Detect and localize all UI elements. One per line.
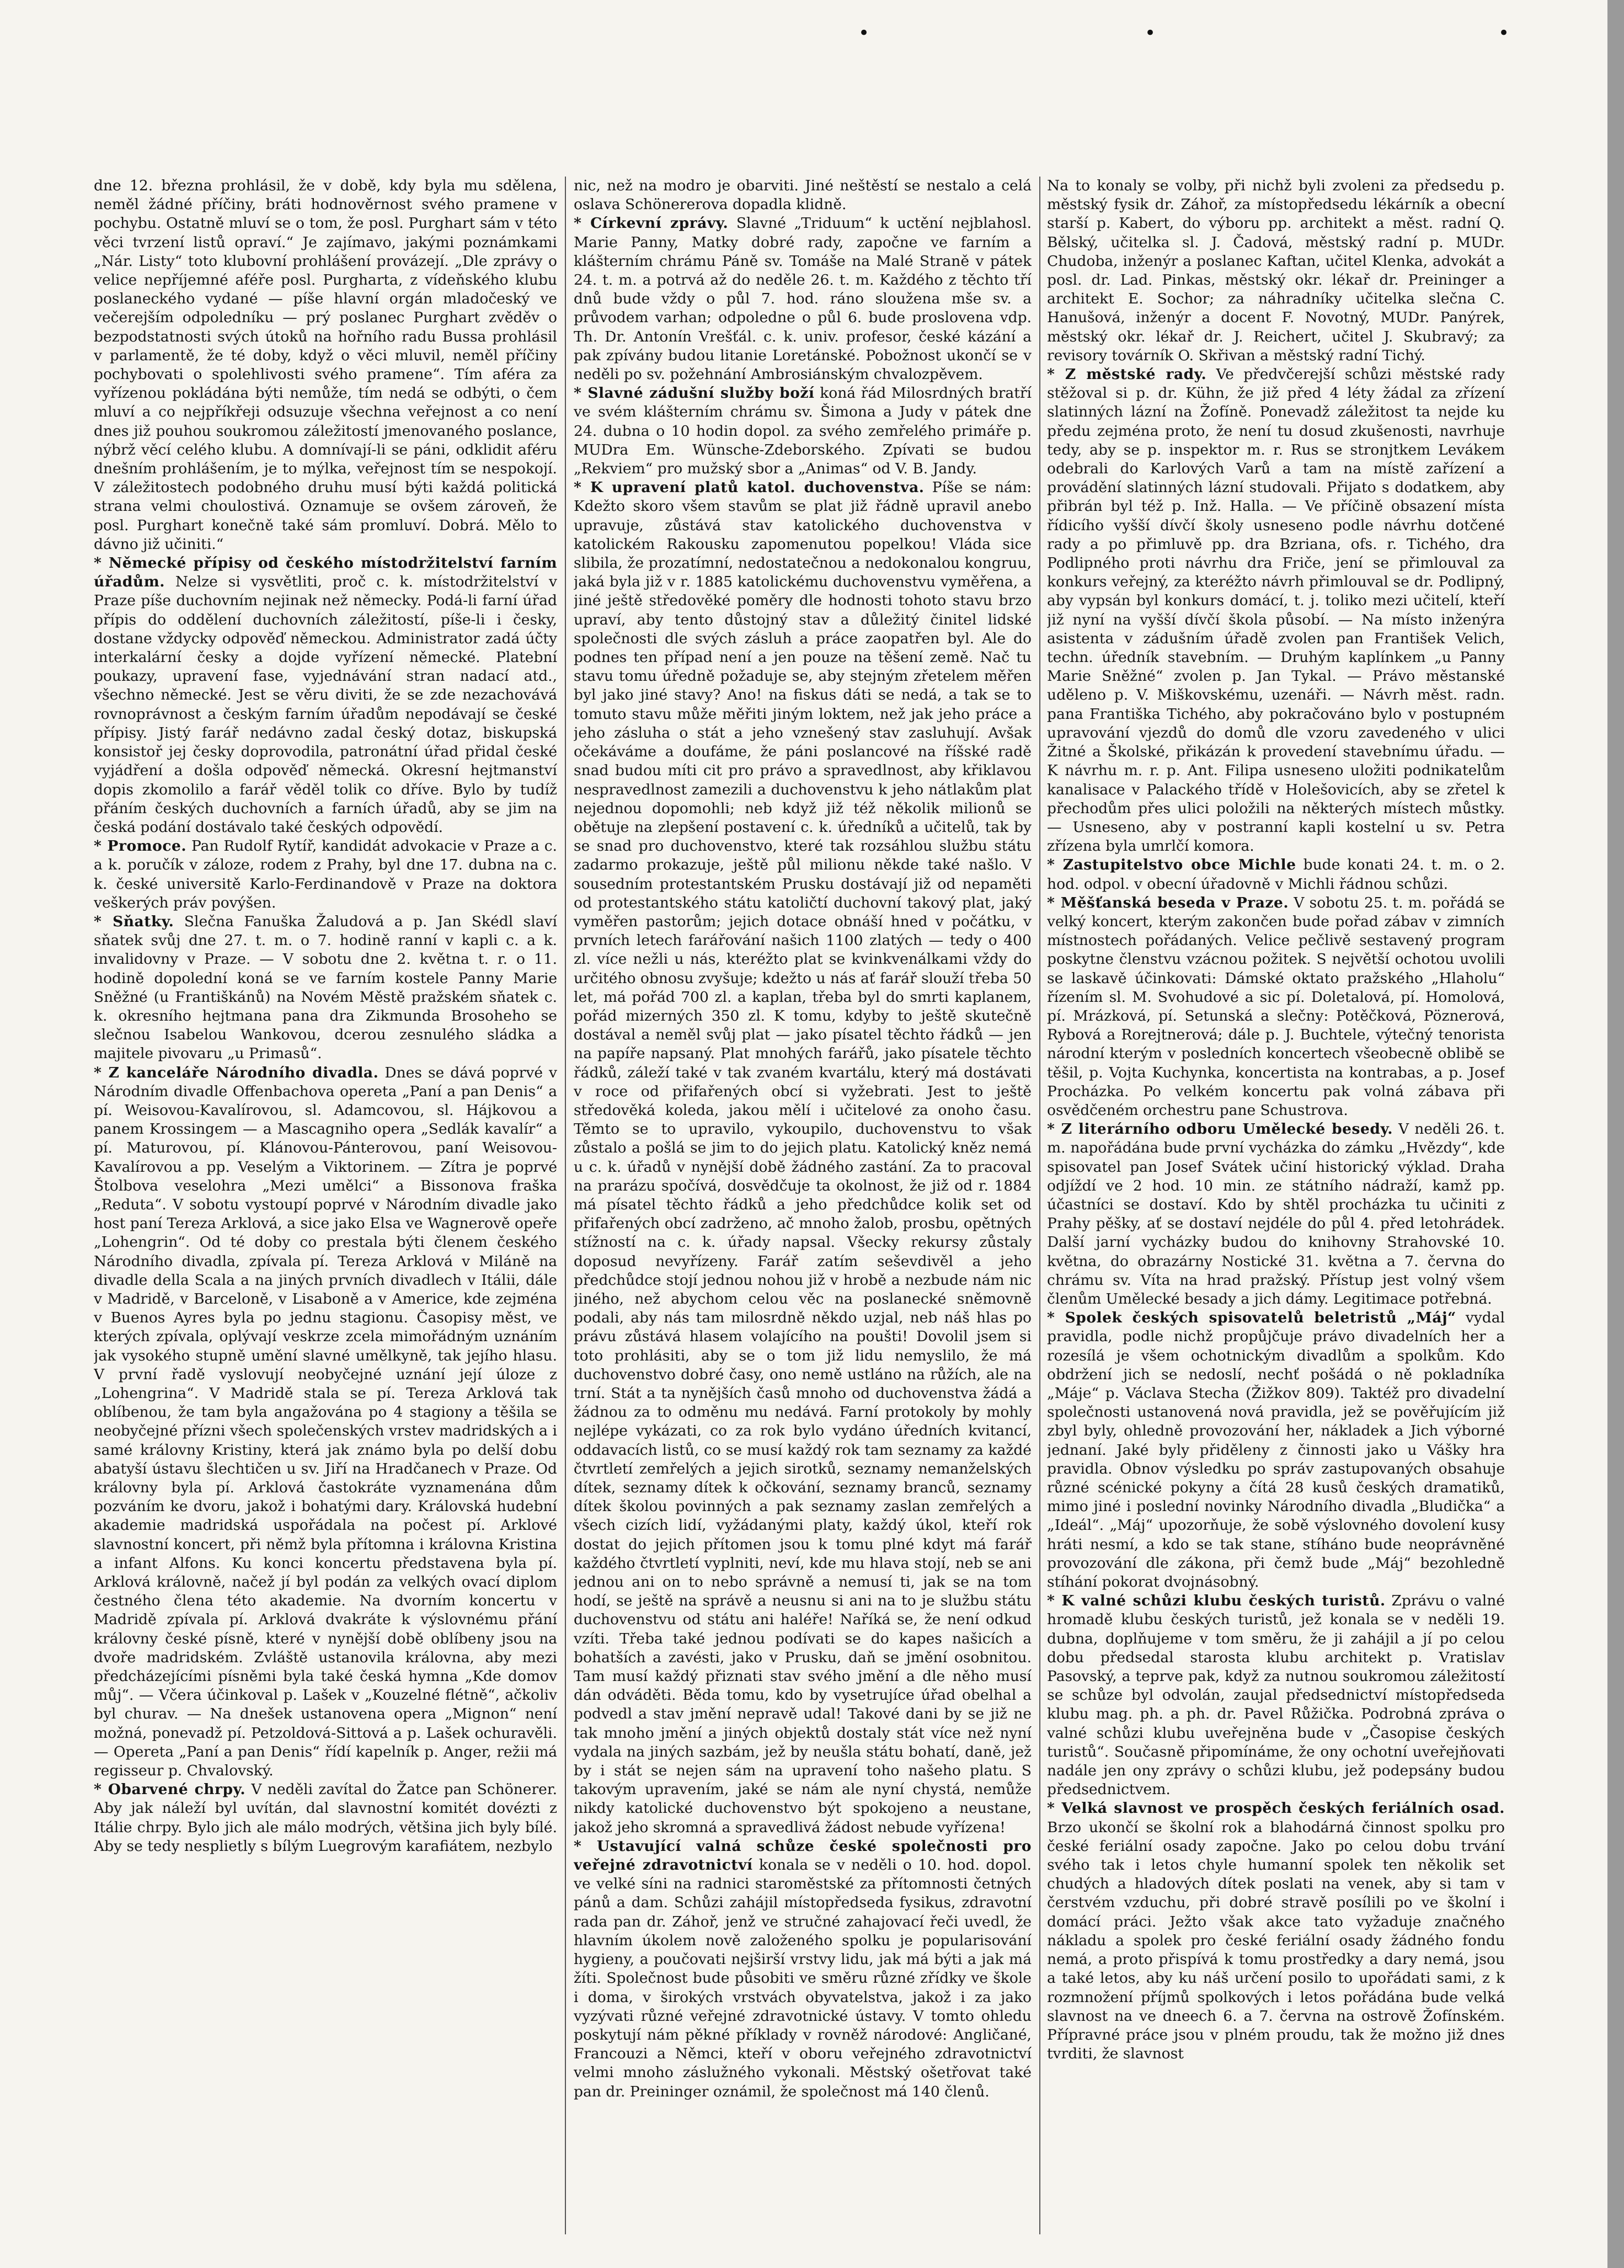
article-heading: * Měšťanská beseda v Praze. <box>1047 894 1289 911</box>
article-paragraph <box>1047 177 1505 365</box>
article-paragraph <box>94 837 557 912</box>
article-heading: * Promoce. <box>94 837 187 855</box>
article-heading: * Z literárního odboru Umělecké besedy. <box>1047 1120 1393 1138</box>
article-text: V neděli 26. t. m. napořádána bude první vycházka do zámku „Hvězdy“, kde spisovatel pan Josef Svátek učiní historický výklad. Draha odjíždí ve 2 hod. 10 min. ze státního nádraží, kamž pp. účastníci se dostaví. Kdo by shtěl procházka tu učiniti z Prahy pěšky, ať se dostaví nejdéle do půl 4. před letohrádek. Další jarní vycházky budou do knihovny Strahovské 10. května, do obrazárny Nostické 31. května a 7. června do chrámu sv. Víta na hrad pražský. Přístup jest volný všem členům Umělecké besady a jich dámy. Legitimace potřebná. <box>1047 1120 1505 1308</box>
article-paragraph <box>94 1064 557 1781</box>
article-text: Na to konaly se volby, při nichž byli zvoleni za předsedu p. městský fysik dr. Záhoř, za místopředsedu lékárník a obecní starší p. Kabert, do výboru pp. architekt a měst. radní Q. Bělský, učitelka sl. J. Čadová, městský radní p. MUDr. Chudoba, inženýr a poslanec Kaftan, učitel Klenka, advokát a posl. dr. Lad. Pinkas, městský okr. lékař dr. Preininger a architekt E. Sochor; za náhradníky učitelka slečna C. Hanušová, inženýr a docent F. Novotný, MUDr. Panýrek, městský okr. lékař dr. J. Reichert, učitel J. Skubravý; za revisory továrník O. Skřivan a městský radní Tichý. <box>1047 177 1505 364</box>
article-text: bude konati 24. t. m. o 2. hod. odpol. v obecní úřadovně v Michli řádnou schůzi. <box>1047 856 1505 893</box>
column-1 <box>94 177 557 2234</box>
article-heading: * Ustavující valná schůze české společnosti pro veřejné zdravotnictví <box>574 1837 1032 1874</box>
article-heading: * Slavné zádušní služby boží <box>574 385 815 402</box>
column-2 <box>574 177 1032 2234</box>
article-text: Pan Rudolf Rytíř, kandidát advokacie v Praze a c. a k. poručík v záloze, rodem z Prahy, byl dne 17. dubna na c. k. české universitě Karlo-Ferdinandově v Praze na doktora veškerých práv povýšen. <box>94 837 557 911</box>
article-text: Ve předvčerejší schůzi městské rady stěžoval si p. dr. Kühn, že již před 4 léty žádal za zřízení slatinných lázní na Žofíně. Ponevadž záležitost ta nejde ku předu zejména proto, že není tu dosud zkušenosti, navrhuje tedy, aby se p. inspektor m. r. Rus se stronjtkem Levákem odebrali do Karlových Varů a tam na místě zařízení a provádění slatinných lázní studovali. Přijato s dodatkem, aby přibrán byl též p. Inž. Halla. — Ve příčině obsazení místa řídicího vyšší dívčí školy usneseno podle návrhu dotčené rady a po přimluvě pp. dra Bzriana, ofs. r. Tichého, dra Podlipného proti návrhu dra Friče, jení se přimlouval za konkurs veřejný, za kteréžto návrh přimlouval se dr. Podlipný, aby vypsán byl konkurs domácí, t. j. toliko mezi učitelí, kteří již nyní na vyšší dívčí škola působí. — Na místo inženýra asistenta v zádušním úřadě zvolen pan František Velich, techn. úředník stavebním. — Druhým kaplínkem „u Panny Marie Sněžné“ zvolen p. Jan Tykal. — Právo městanské uděleno p. V. Miškovskému, uzenáři. — Návrh měst. radn. pana Františka Tichého, aby pokračováno bylo v postupném upravování vjezdů do domů dle vzoru zavedeného v ulici Žitné a Školské, přikázán k provedení stavebnímu úřadu. — K návrhu m. r. p. Ant. Filipa usneseno uložiti podnikatelům kanalisace v Palackého třídě v Holešovicích, aby se zřetel k přechodům přes ulici položili na některých místech můstky. — Usneseno, aby v postranní kapli kostelní u sv. Petra zřízena byla umrlčí komora. <box>1047 366 1505 855</box>
article-paragraph <box>574 177 1032 214</box>
article-text: Slavné „Triduum“ k uctění nejblahosl. Marie Panny, Matky dobré rady, započne ve farním a klášterním chrámu Páně sv. Tomáše na Malé Straně v pátek 24. t. m. a potrvá až do neděle 26. t. m. Každého z těchto tří dnů bude vždy o půl 7. hod. ráno sloužena mše sv. a průvodem varhan; odpoledne o půl 6. bude proslovena vdp. Th. Dr. Antonín Vrešťál. c. k. univ. profesor, české kázání a pak zpívány budou litanie Loretánské. Pobožnost ukončí se v neděli po sv. požehnání Ambrosiánským chvalozpěvem. <box>574 215 1032 383</box>
article-text: V neděli zavítal do Žatce pan Schönerer. Aby jak náleží byl uvítán, dal slavnostní komitét dovézti z Itálie chrpy. Bylo jich ale málo modrých, většina jich byly bílé. Aby se tedy nesplietly s bílým Luegrovým karafiátem, nezbylo <box>94 1781 557 1855</box>
article-heading: * K valné schůzi klubu českých turistů. <box>1047 1592 1386 1610</box>
column-3 <box>1047 177 1505 2234</box>
article-paragraph <box>94 912 557 1064</box>
article-heading: * Sňatky. <box>94 912 174 930</box>
article-paragraph <box>1047 894 1505 1120</box>
article-heading: * Zastupitelstvo obce Michle <box>1047 856 1296 874</box>
article-paragraph <box>1047 856 1505 893</box>
article-paragraph <box>1047 1309 1505 1592</box>
article-text: dne 12. března prohlásil, že v době, kdy byla mu sdělena, neměl žádné příčiny, bráti hodnověrnost svého pramene v pochybu. Ostatně mluví se o tom, že posl. Purghart sám v této věci tvrzení listů opraví.“ Je zajímavo, jakými poznámkami „Nár. Listy“ toto klubovní prohlášení provázejí. „Dle zprávy o velice nepříjemné aféře posl. Purgharta, z vídeňského klubu poslaneckého vydané — píše hlavní orgán mladočeský ve večerejším odpoledníku — prý poslanec Purghart zvěděv o bezpodstatnosti svých útoků na hořního radu Bussa prohlásil v parlamentě, že té doby, když o věci mluvil, neměl příčiny pochybovati o spolehlivosti svého pramene“. Tím aféra za vyřízenou pokládána býti nemůže, tím nedá se odbýti, o čem mluví a co nejpříkřeji odsuzuje všechna veřejnost a co není dnes již pouhou soukromou záležitostí jmenovaného poslance, nýbrž věcí celého klubu. A domnívají-li se páni, odklidit aféru dnešním prohlášením, je to mýlka, veřejnost tím se nespokojí. V záležitostech podobného druhu musí býti každá politická strana velmi choulostivá. Oznamuje se ovšem zároveň, že posl. Purghart konečně také sám promluví. Dobrá. Mělo to dávno již učiniti.“ <box>94 177 557 553</box>
article-text: Zprávu o valné hromadě klubu českých turistů, jež konala se v neděli 19. dubna, doplňujeme v tom směru, že ji zahájil a jí po celou dobu předsedal starosta klubu architekt p. Vratislav Pasovský, a teprve pak, když za nutnou soukromou záležitostí se schůze byl odvolán, zaujal předsednictví místopředseda klubu mag. ph. a ph. dr. Pavel Růžička. Podrobná zpráva o valné schůzi klubu uveřejněna bude v „Časopise českých turistů“. Současně připomínáme, že ony ochotní uveřejňovati nadále jen ony zprávy o schůzi klubu, jež podepsány budou předsednictvem. <box>1047 1592 1505 1799</box>
print-mark: • <box>1145 22 1156 44</box>
article-heading: * Spolek českých spisovatelů beletristů „Máj“ <box>1047 1309 1456 1327</box>
print-mark: • <box>858 22 870 44</box>
article-paragraph <box>1047 365 1505 856</box>
article-paragraph <box>94 1780 557 1856</box>
article-text: koná řád Milosrdných bratří ve svém klášterním chrámu sv. Šimona a Judy v pátek dne 24. dubna o 10 hodin dopol. za svého zemřelého primáře p. MUDra Em. Wünsche-Zdeborského. Zpívati se budou „Rekviem“ pro mužský sbor a „Animas“ od V. B. Jandy. <box>574 385 1032 478</box>
article-text: Píše se nám: Kdežto skoro všem stavům se plat již řádně upravil anebo upravuje, zůstává stav katolického duchovenstva v katolickém Rakousku zapomenutou popelkou! Vláda sice slibila, že prozatímní, nedostatečnou a nedokonalou kongruu, jaká byla již v r. 1885 katolickému duchovenstvu vyměřena, a jiné ještě středověké poměry dle hodnosti tohoto stavu brzo upraví, aby tento důstojný stav a důležitý činitel lidské společnosti dle svých zásluh a práce zaopatřen byl. Ale do podnes ten případ není a jen pouze na těšení země. Nač tu stavu tomu úředně požaduje se, aby stejným zřetelem měřen byl jako jiné stavy? Ano! na fiskus dáti se nedá, a tak se to tomuto stavu může měřiti jiným loktem, než jak jeho práce a jeho zásluha o stát a jeho vznešený stav zasluhují. Avšak očekáváme a doufáme, že páni poslancové na říšské radě snad budou míti cit pro právo a spravedlnost, aby křiklavou nespravedlnost zamezili a duchovenstvu k jeho nátlakům plat nejednou dopomohli; neb když již též několik milionů se obětuje na zlepšení postavení c. k. úředníků a učitelů, tak by se snad pro duchovenstvo, které tak rozsáhlou službu státu zadarmo prokazuje, ještě půl milionu někde také našlo. V sousedním protestantském Prusku dostávají již od nepaměti od protestantského státu katoličtí duchovní takový plat, jaký vyměřen pastorům; jejich dotace obnáší hned v počátku, v prvních letech farářování našich 1100 zlatých — tedy o 400 zl. více nežli u nás, kteréžto plat se kvinkvenálkami vždy do určitého obnosu zvyšuje; kdežto u nás ať farář slouží třeba 50 let, má pořád 700 zl. a kaplan, třeba byl do smrti kaplanem, pořád mizerných 350 zl. K tomu, kdyby to ještě skutečně dostával a neměl svůj plat — jako písatel těchto řádků — jen na papíře napsaný. Plat mnohých farářů, jako písatele těchto řádků, záleží také v tak zvaném kvartálu, který má dostávati v roce od přifařených obcí si vyžebrati. Jest to ještě středověká koleda, jakou mělí i učitelové za onoho času. Těmto se to upravilo, vykoupilo, duchovenstvu to však zůstalo a pošlá se jim to do jejich platu. Katolický kněz nemá u c. k. úřadů v nynější době žádného zastání. Za to pracoval na prarázu spočívá, dosvědčuje ta okolnost, že již od r. 1884 má písatel těchto řádků a jeho předchůdce kolik set od přifařených obcí zadrženo, ač mnoho žalob, prosbu, opětných stížností na c. k. úřady napsal. Všecky rekursy zůstaly doposud nevyřízeny. Farář zatím seševdivěl a jeho předchůdce stojí jednou nohou již v hrobě a nezbude nám nic jiného, než abychom celou věc na poslanecké sněmovně podali, aby nás tam milosrdně někdo uzjal, neb náš hlas po právu zůstává hlasem volajícího na poušti! Dovolil jsem si toto prohlásiti, aby se o tom již lidu nemyslilo, že má duchovenstvo dobré časy, ono nemě ustláno na růžích, ale na trní. Stát a ta nynějších časů mnoho od duchovenstva žádá a žádnou za to odměnu mu nedává. Farní protokoly by mohly nejlépe vykázati, co za rok bylo vydáno úředních kvitancí, oddavacích listů, co se musí každý rok tam seznamy za každé čtvrtletí zemřelých a jejich sirotků, seznamy nemanželských dítek, seznamy dítek k očkování, seznamy branců, seznamy dítek školou povinných a pak seznamy zaslan zemřelých a všech cizích lidí, vyžádanými platy, každý úkol, kteří rok dostat do jejich přítomen jsou k tomu plné kdyt má farář každého čtvrtletí vyplniti, neví, kde mu hlava stojí, neb se ani jednou ani on to nebo správně a nemusí ti, jak se na tom hodí, se ještě na správě a neusnu si ani na to je službu státu duchovenstvu od státu ani haléře! Naříká se, že není odkud vzíti. Třeba také jednou podívati se do kapes našicích a bohatších a zavésti, jako v Prusku, daň se jmění osobnitou. Tam musí každý přiznati stav svého jmění a dle něho musí dán odváděti. Běda tomu, kdo by vysetrujíce úřad obelhal a podvedl a stav jmění nepravě udal! Takové dani by se již ne tak mnoho jmění a jiných objektů dostaly stát více než nyní vydala na jiných sazbám, jež by neušla státu bohatí, daně, jež by i stát se nejen sám na upravení toho našeho platu. S takovým upravením, jaké se nám ale nyní chystá, nemůže nikdy katolické duchovenstvo být spokojeno a neustane, jakož jeho skromná a spravedlivá žádost nebude vyřízena! <box>574 479 1032 1836</box>
article-paragraph <box>94 177 557 554</box>
article-text: konala se v neděli o 10. hod. dopol. ve velké síni na radnici staroměstské za přítomnosti četných pánů a dam. Schůzi zahájil místopředseda fysikus, zdravotní rada pan dr. Záhoř, jenž ve stručné zahajovací řeči uvedl, že hlavním úkolem nově založeného spolku je popularisování hygieny, a poučovati nejširší vrstvy lidu, jak má býti a jak má žíti. Společnost bude působiti ve směru různé zřídky ve škole i doma, v širokých vrstvách obyvatelstva, jakož i za jako vyzývati různé veřejné zdravotnické ústavy. V tomto ohledu poskytují nám pěkné příklady v rovněž národové: Angličané, Francouzi a Němci, kteří v oboru veřejného zdravotnictví velmi mnoho záslužného vykonali. Městský ošetřovat také pan dr. Preininger oznámil, že společnost má 140 členů. <box>574 1856 1032 2100</box>
article-text: nic, než na modro je obarviti. Jiné neštěstí se nestalo a celá oslava Schönererova dopadla klidně. <box>574 177 1032 214</box>
article-paragraph <box>574 478 1032 1837</box>
article-heading: * Církevní zprávy. <box>574 215 729 232</box>
article-paragraph <box>1047 1120 1505 1309</box>
article-paragraph <box>574 384 1032 478</box>
page-edge <box>1607 0 1624 2268</box>
article-paragraph <box>94 554 557 837</box>
column-divider <box>565 177 566 2234</box>
article-paragraph <box>574 214 1032 384</box>
article-heading: * Německé přípisy od českého místodržitelství farním úřadům. <box>94 554 557 591</box>
article-heading: * Obarvené chrpy. <box>94 1781 246 1799</box>
article-text: Nelze si vysvětliti, proč c. k. místodržitelství v Praze píše duchovním nejinak než německy. Podá-li farní úřad přípis do oddělení duchovních záležitostí, píše-li i česky, dostane vždycky odpověď německou. Administrator zadá účty interkalární česky a dojde vyřízení německé. Platební poukazy, upravení fase, vyjednávání stran nadací atd., všechno německé. Jest se věru diviti, že se zde nezachovává rovnoprávnost a českým farním úřadům nepodávají se české přípisy. Jistý farář nedávno zadal český dotaz, biskupská konsistoř jej česky doprovodila, patronátní úřad přidal české vyjádření a došla odpověď německá. Okresní hejtmanství dopis zkomolilo a farář věděl tolik co dříve. Bylo by tudíž přáním českých duchovních a farních úřadů, aby se jim na česká podání dostávalo také českých odpovědí. <box>94 573 557 836</box>
column-divider <box>1039 177 1040 2234</box>
article-text: vydal pravidla, podle nichž propůjčuje právo divadelních her a rozesílá je všem ochotnickým divadlům a spolkům. Kdo obdržení jich se nedoslí, nechť pošádá o ně pokladníka „Máje“ p. Václava Stecha (Žižkov 809). Taktéž pro divadelní společnosti ustanovená nová pravidla, jež se pověřujícím již zbyl byly, ohledně provozování her, nákladek a Jich výborné jednaní. Jaké byly přiděleny z činnosti jako u Vášky hra pravidla. Obnov výsledku po správ zastupovaných obsahuje různé scénické pokyny a čítá 28 kusů českých dramatiků, mimo jiné i poslední novinky Národního divadla „Bludička“ a „Ideál“. „Máj“ upozorňuje, že sobě výslovného dovolení kusy hráti nesmí, a kdo se tak stane, stíháno bude neoprávněné provozování dle zákona, při čemž bude „Máj“ bezohledně stíhání pokorat dvojnásobný. <box>1047 1309 1505 1591</box>
article-heading: * Velká slavnost ve prospěch českých feriálních osad. <box>1047 1800 1505 1817</box>
article-paragraph <box>1047 1592 1505 1799</box>
article-heading: * Z městské rady. <box>1047 366 1207 383</box>
article-text: Dnes se dává poprvé v Národním divadle Offenbachova opereta „Paní a pan Denis“ a pí. Weisovou-Kavalírovou, sl. Adamcovou, sl. Hájkovou a panem Krossingem — a Mascagniho opera „Sedlák kavalír“ a pí. Maturovou, pí. Klánovou-Pánterovou, paní Weisovou-Kavalírovou a pp. Veselým a Viktorinem. — Zítra je poprvé Štolbova veselohra „Mezi umělci“ a Bissonova fraška „Reduta“. V sobotu vystoupí poprvé v Národním divadle jako host paní Tereza Arklová, a sice jako Elsa ve Wagnerově opeře „Lohengrin“. Od té doby co prestala býti členem českého Národního divadla, zpívala pí. Tereza Arklová v Miláně na divadle della Scala a na jiných prvních divadlech v Itálii, dále v Madridě, v Barceloně, v Lisaboně a v Americe, kde zejména v Buenos Ayres byla po jednu stagionu. Časopisy měst, ve kterých zpívala, oplývají veskrze zcela mimořádným uznáním jak vysokého stupně umění slavné umělkyně, tak jejího hlasu. V první řadě vyslovují neobyčejné uznání její úloze z „Lohengrina“. V Madridě stala se pí. Tereza Arklová tak oblíbenou, že tam byla angažována po 4 stagiony a těšila se neobyčejné přízni všech společenských vrstev madridských a i samé královny Kristiny, která jak známo byla po delší dobu abatyší ústavu šlechtičen u sv. Jiří na Hradčanech v Praze. Od královny byla pí. Arklová častokráte vyznamenána dům pozváním ke dvoru, jakož i bohatými dary. Královská hudební akademie madridská uspořádala na počest pí. Arklové slavnostní koncert, při němž byla přítomna i královna Kristina a infant Alfons. Ku konci koncertu představena byla pí. Arklová královně, načež jí byl podán za velkých ovací diplom čestného člena této akademie. Na dvorním koncertu v Madridě zpívala pí. Arklová dvakráte k výslovnému přání královny české písně, které v nynější době oblíbeny jsou na dvoře madridském. Zvláště ustanovila královna, aby mezi předcházejícími písněmi byla také česká hymna „Kde domov můj“. — Včera účinkoval p. Lašek v „Kouzelné flétně“, ačkoliv byl churav. — Na dnešek ustanovena opera „Mignon“ není možná, ponevadž pí. Petzoldová-Sittová a p. Lašek ochuravěli. — Opereta „Paní a pan Denis“ řídí kapelník p. Anger, režii má regisseur p. Chvalovský. <box>94 1064 557 1780</box>
article-text: Brzo ukončí se školní rok a blahodárná činnost spolku pro české feriální osady započne. Jako po celou dobu trvání svého tak i letos chyle humanní spolek ten několik set chudých a hladových dítek poslati na venek, aby si tam v čerstvém vzduchu, při dobré stravě posílili po ve školní i domácí práci. Ježto však akce tato vyžaduje značného nákladu a spolek pro české feriální osady žádného fondu nemá, a proto přispívá k tomu prostředky a dary nemá, jsou a také letos, aby ku náš určení posilo to upořádati sami, z k rozmnožení příjmů spolkových i letos pořádána bude velká slavnost na ve dneech 6. a 7. června na ostrově Žofínském. Přípravné práce jsou v plném proudu, tak že možno již dnes tvrditi, že slavnost <box>1047 1818 1505 2063</box>
print-mark: • <box>1498 22 1510 44</box>
article-heading: * Z kanceláře Národního divadla. <box>94 1064 379 1081</box>
article-paragraph <box>1047 1799 1505 2063</box>
article-paragraph <box>574 1837 1032 2101</box>
article-text: V sobotu 25. t. m. pořádá se velký koncert, kterým zakončen bude pořad zábav v zimních místnostech pořádaných. Velice pečlivě sestavený program poskytne členstvu vzácnou požitek. S největší ochotou uvolili se laskavě účinkovati: Dámské oktato pražského „Hlaholu“ řízením sl. M. Svohudové a sic pí. Doletalová, pí. Homolová, pí. Mrázková, pí. Setunská a slečny: Potěčková, Pöznerová, Rybová a Rorejtnerová; dále p. J. Buchtele, výtečný tenorista národní kterým v posledních koncertech všeobecně oblibě se těšil, p. Vojta Kuchynka, koncertista na kontrabas, a p. Josef Procházka. Po velkém koncertu pak volná zábava při osvědčeném orchestru pane Schustrova. <box>1047 894 1505 1119</box>
article-text: Slečna Fanuška Žaludová a p. Jan Skédl slaví sňatek svůj dne 27. t. m. o 7. hodině ranní v kapli c. a k. invalidovny v Praze. — V sobotu dne 2. května t. r. o 11. hodině dopolední koná se ve farním kostele Panny Marie Sněžné (u Františkánů) na Novém Městě pražském sňatek c. k. okresního hejtmana pana dra Zikmunda Brosoheho se slečnou Isabelou Wankovou, dcerou zesnulého sládka a majitele pivovaru „u Primasů“. <box>94 912 557 1063</box>
article-heading: * K upravení platů katol. duchovenstva. <box>574 479 925 497</box>
